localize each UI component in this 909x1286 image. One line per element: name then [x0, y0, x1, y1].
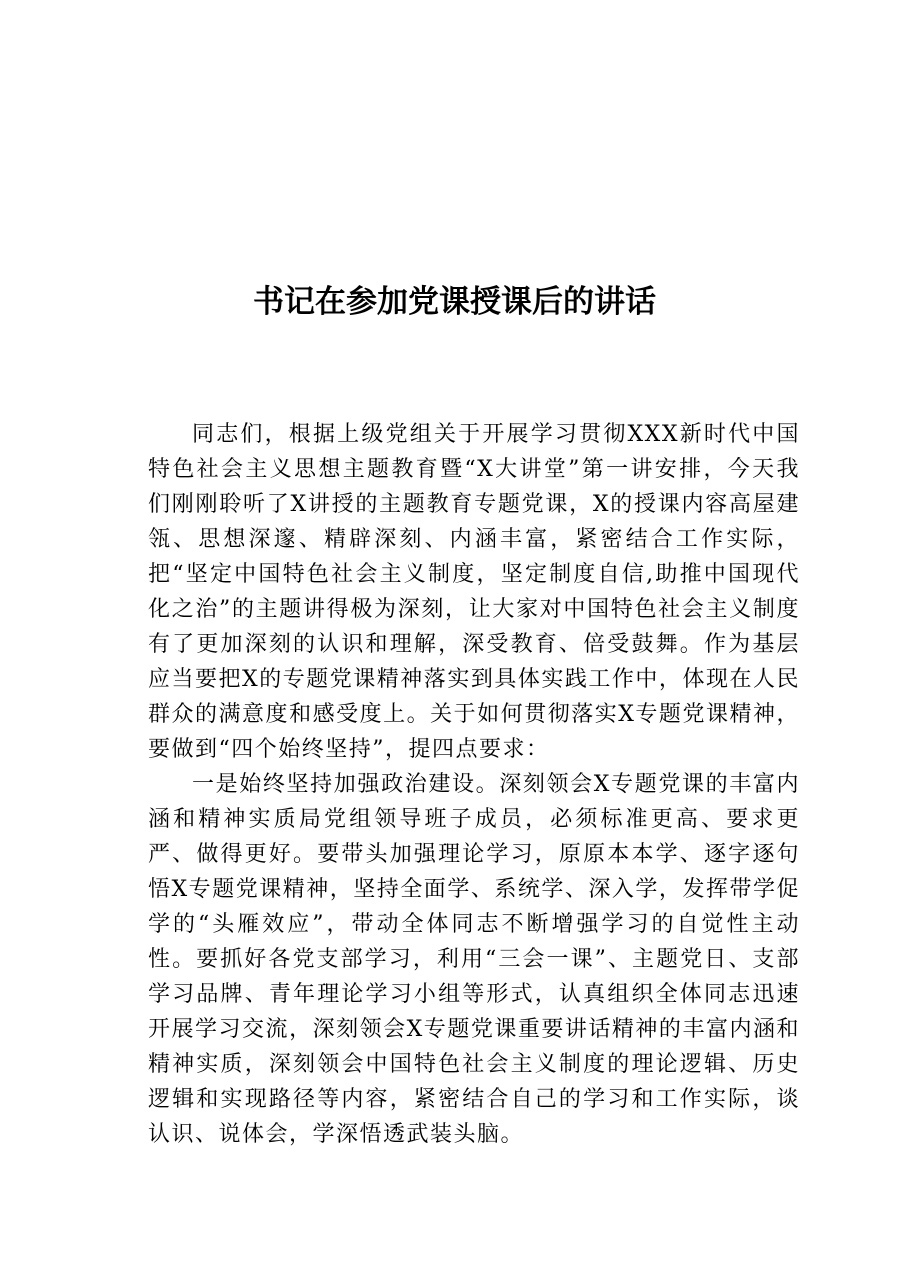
- paragraph-point-one: 一是始终坚持加强政治建设。深刻领会X专题党课的丰富内涵和精神实质局党组领导班子成员，必须标准更高、要求更严、做得更好。要带头加强理论学习，原原本本学、逐字逐句悟X专题党课精神，坚持全面学、系统学、深入学，发挥带学促学的“头雁效应”，带动全体同志不断增强学习的自觉性主动性。要抓好各党支部学习，利用“三会一课”、主题党日、支部学习品牌、青年理论学习小组等形式，认真组织全体同志迅速开展学习交流，深刻领会X专题党课重要讲话精神的丰富内涵和精神实质，深刻领会中国特色社会主义制度的理论逻辑、历史逻辑和实现路径等内容，紧密结合自己的学习和工作实际，谈认识、说体会，学深悟透武装头脑。: [148, 772, 800, 1147]
- paragraph-intro: 同志们，根据上级党组关于开展学习贯彻XXX新时代中国特色社会主义思想主题教育暨“X大讲堂”第一讲安排，今天我们刚刚聆听了X讲授的主题教育专题党课，X的授课内容高屋建瓴、思想深邃、精辟深刻、内涵丰富，紧密结合工作实际，把“坚定中国特色社会主义制度，坚定制度自信,助推中国现代化之治”的主题讲得极为深刻，让大家对中国特色社会主义制度有了更加深刻的认识和理解，深受教育、倍受鼓舞。作为基层应当要把X的专题党课精神落实到具体实践工作中，体现在人民群众的满意度和感受度上。关于如何贯彻落实X专题党课精神，要做到“四个始终坚持”，提四点要求：: [148, 422, 800, 762]
- document-title: 书记在参加党课授课后的讲话: [253, 284, 656, 320]
- document-body: [148, 417, 800, 1152]
